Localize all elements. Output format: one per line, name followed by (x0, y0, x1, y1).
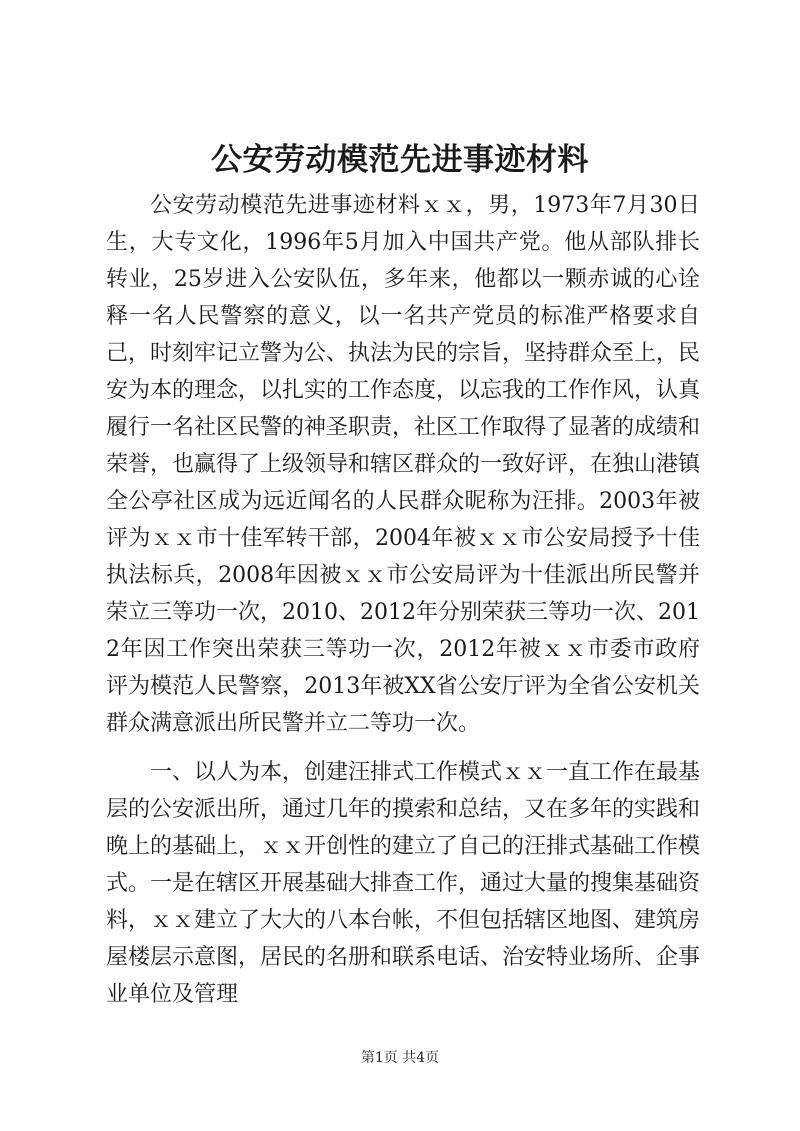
body-paragraph-1: 公安劳动模范先进事迹材料ｘｘ，男，1973年7月30日生，大专文化，1996年5月加入中国共产党。他从部队排长转业，25岁进入公安队伍，多年来，他都以一颗赤诚的心诠释一名人民警察的意义，以一名共产党员的标准严格要求自己，时刻牢记立警为公、执法为民的宗旨，坚持群众至上，民安为本的理念，以扎实的工作态度，以忘我的工作作风，认真履行一名社区民警的神圣职责，社区工作取得了显著的成绩和荣誉，也赢得了上级领导和辖区群众的一致好评，在独山港镇全公亭社区成为远近闻名的人民群众昵称为汪排。2003年被评为ｘｘ市十佳军转干部，2004年被ｘｘ市公安局授予十佳执法标兵，2008年因被ｘｘ市公安局评为十佳派出所民警并荣立三等功一次，2010、2012年分别荣获三等功一次、2012年因工作突出荣获三等功一次，2012年被ｘｘ市委市政府评为模范人民警察，2013年被XX省公安厅评为全省公安机关群众满意派出所民警并立二等功一次。 (106, 193, 701, 736)
body-paragraph-2: 一、以人为本，创建汪排式工作模式ｘｘ一直工作在最基层的公安派出所，通过几年的摸索和总结，又在多年的实践和晚上的基础上，ｘｘ开创性的建立了自己的汪排式基础工作模式。一是在辖区开展基础大排查工作，通过大量的搜集基础资料，ｘｘ建立了大大的八本台帐，不但包括辖区地图、建筑房屋楼层示意图，居民的名册和联系电话、治安特业场所、企事业单位及管理 (106, 760, 701, 1007)
document-title: 公安劳动模范先进事迹材料 (211, 142, 589, 178)
page-number-footer: 第1页 共4页 (360, 1050, 440, 1066)
